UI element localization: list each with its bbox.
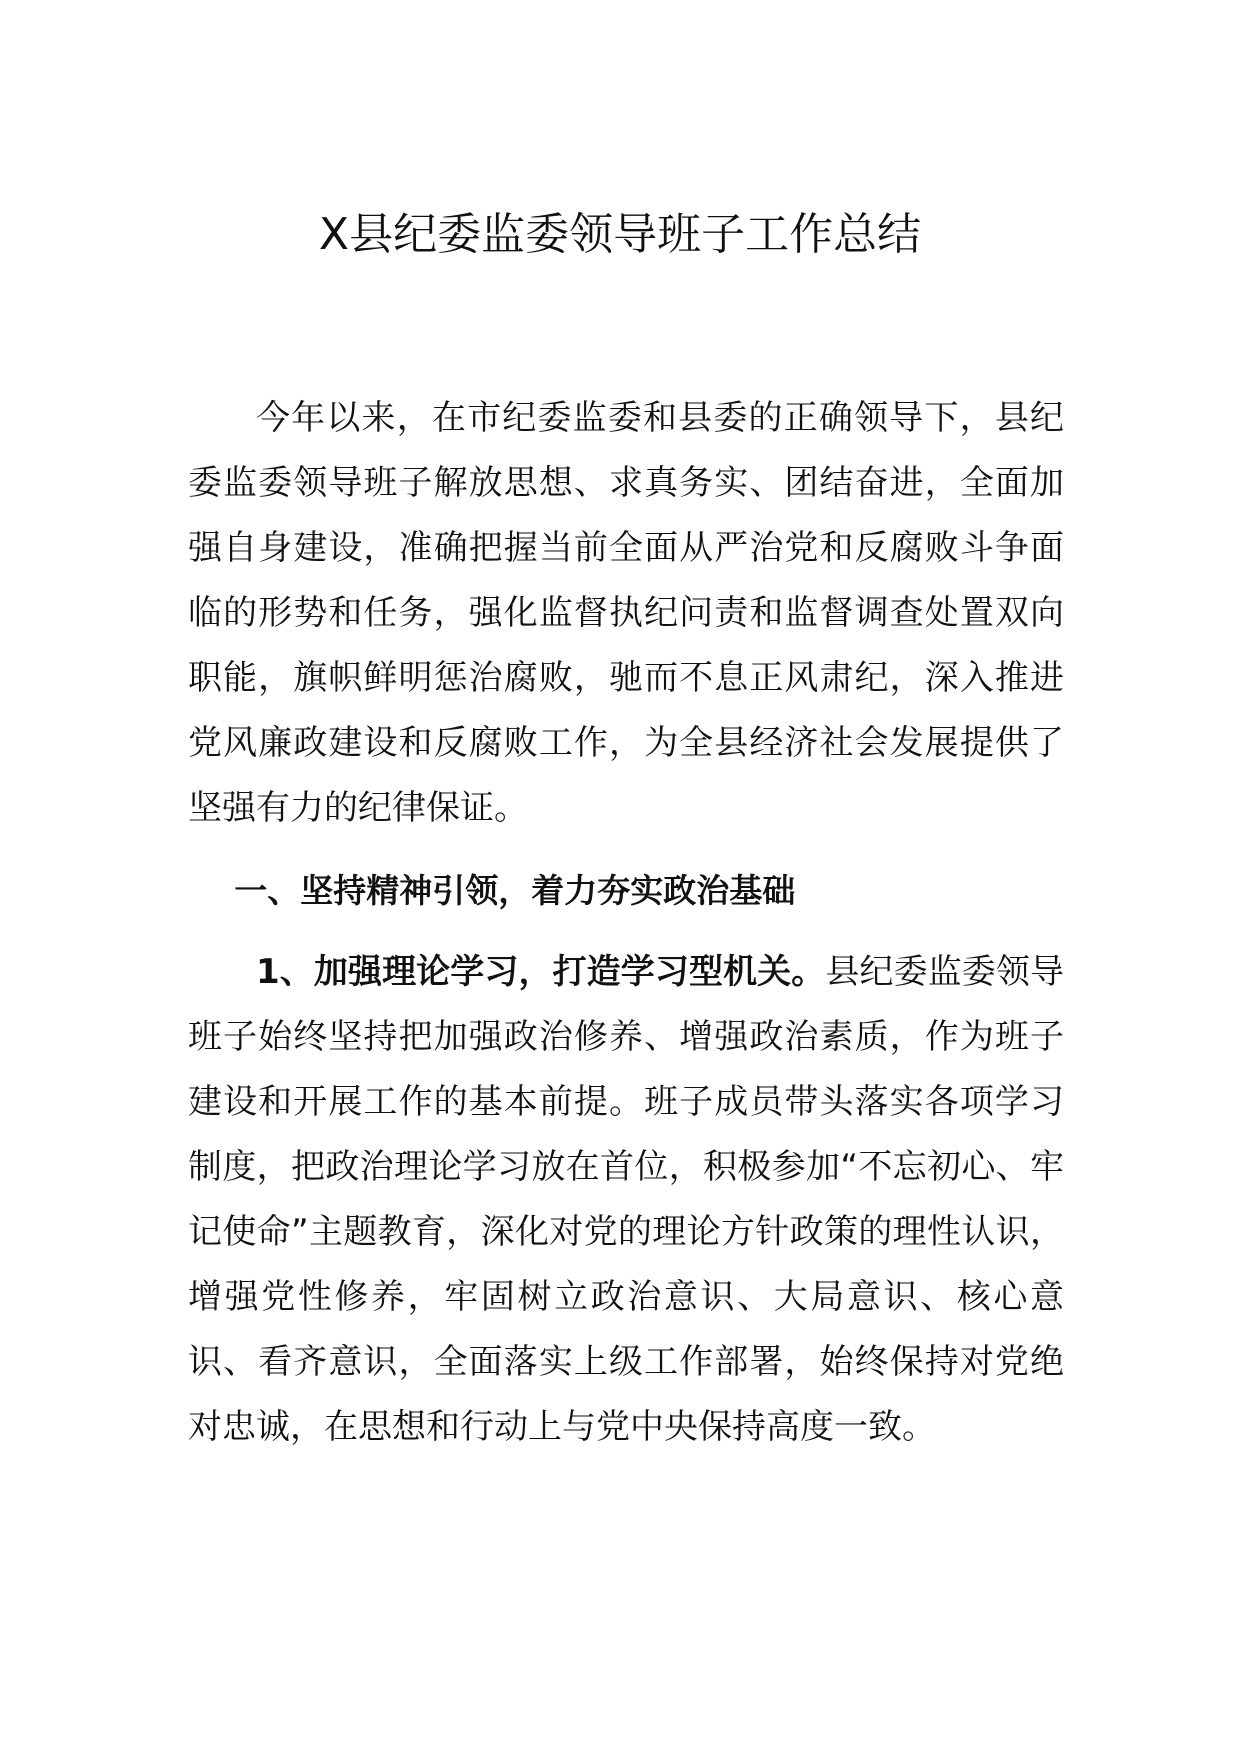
spacer <box>188 923 1064 940</box>
document-body <box>188 386 1064 1460</box>
item-paragraph <box>188 940 1064 1460</box>
document-title: X县纪委监委领导班子工作总结 <box>318 209 922 260</box>
spacer <box>188 841 1064 858</box>
section-heading: 一、坚持精神引领，着力夯实政治基础 <box>234 871 796 910</box>
intro-paragraph: 今年以来，在市纪委监委和县委的正确领导下，县纪委监委领导班子解放思想、求真务实、团结奋进，全面加强自身建设，准确把握当前全面从严治党和反腐败斗争面临的形势和任务，强化监督执纪问责和监督调查处置双向职能，旗帜鲜明惩治腐败，驰而不息正风肃纪，深入推进党风廉政建设和反腐败工作，为全县经济社会发展提供了坚强有力的纪律保证。 <box>188 398 1064 828</box>
item-text: 县纪委监委领导班子始终坚持把加强政治修养、增强政治素质，作为班子建设和开展工作的基本前提。班子成员带头落实各项学习制度，把政治理论学习放在首位，积极参加“不忘初心、牢记使命”主题教育，深化对党的理论方针政策的理性认识，增强党性修养，牢固树立政治意识、大局意识、核心意识、看齐意识，全面落实上级工作部署，始终保持对党绝对忠诚，在思想和行动上与党中央保持高度一致。 <box>188 952 1065 1447</box>
item-lead: 1、加强理论学习，打造学习型机关。 <box>256 952 826 992</box>
